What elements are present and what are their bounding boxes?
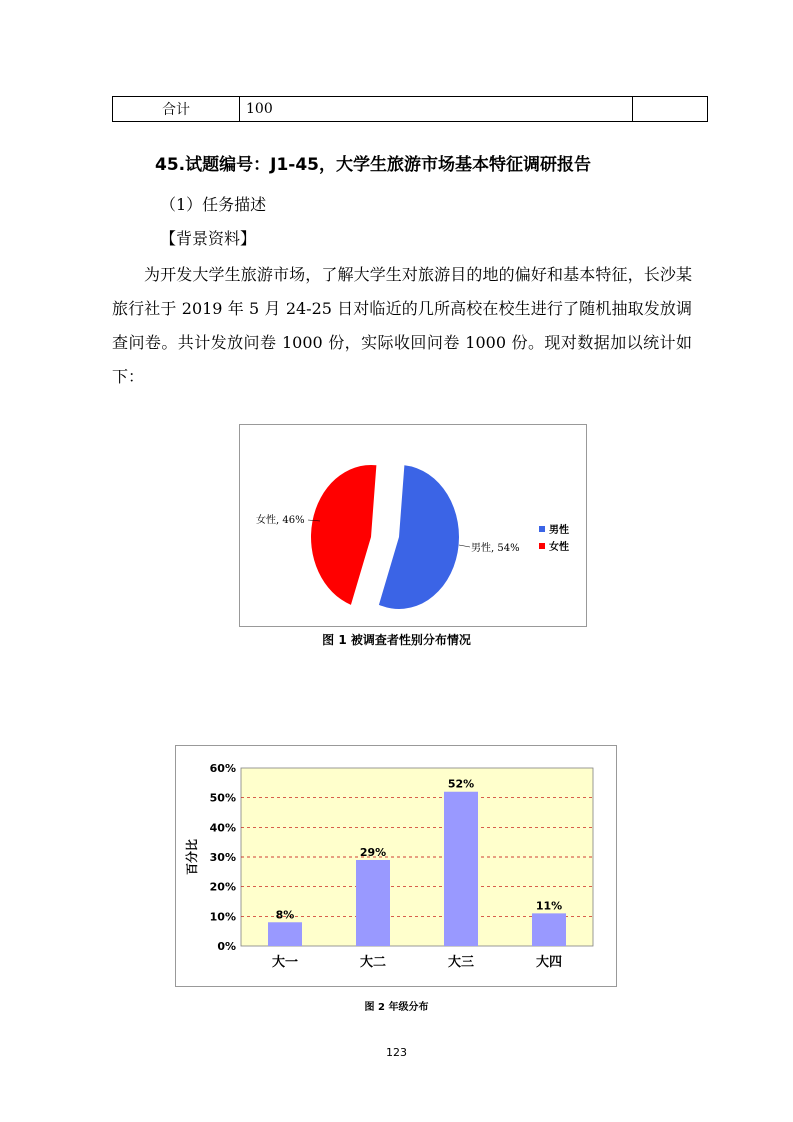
legend-label-female: 女性: [549, 542, 569, 553]
x-tick-label: 大二: [359, 955, 387, 970]
legend-label-male: 男性: [549, 525, 569, 536]
bar-大三: [444, 792, 478, 946]
y-tick-label: 50%: [209, 791, 236, 805]
task-description-label: （1）任务描述: [160, 195, 267, 214]
table-cell-value: 100: [240, 97, 633, 122]
bar-data-label: 29%: [359, 845, 387, 859]
table-row: [113, 97, 708, 122]
bar-data-label: 11%: [535, 899, 563, 913]
bar-大四: [532, 913, 566, 946]
legend-swatch-female: [539, 543, 545, 549]
bar-svg: [176, 746, 616, 986]
y-tick-label: 30%: [209, 851, 236, 864]
bar-大二: [356, 860, 390, 946]
section-heading: 45.试题编号：J1-45，大学生旅游市场基本特征调研报告: [155, 155, 591, 175]
y-axis-ticks: [210, 762, 236, 953]
summary-table: [112, 96, 708, 122]
pie-label-male: 男性, 54%: [471, 543, 520, 554]
page-number: 123: [386, 1046, 407, 1059]
background-paragraph: 为开发大学生旅游市场，了解大学生对旅游目的地的偏好和基本特征，长沙某旅行社于 2019 年 5 月 24-25 日对临近的几所高校在校生进行了随机抽取发放调查问卷。共计发放问卷 1000 份，实际收回问卷 1000 份。现对数据加以统计如下：: [112, 265, 692, 386]
x-tick-label: 大一: [271, 955, 299, 970]
y-tick-label: 40%: [209, 821, 236, 835]
chart1-caption: 图 1 被调查者性别分布情况: [322, 633, 471, 647]
background-label: 【背景资料】: [160, 229, 257, 248]
x-tick-label: 大四: [535, 955, 563, 970]
y-tick-label: 0%: [217, 940, 236, 953]
pie-slice-female: [311, 465, 376, 605]
gender-pie-chart: [239, 424, 587, 627]
bar-data-label: 8%: [275, 908, 295, 922]
table-cell-empty: [633, 97, 708, 122]
pie-slice-male: [379, 465, 459, 609]
bar-data-label: 52%: [447, 777, 475, 791]
pie-svg: [240, 425, 586, 626]
leader-line-male: [459, 545, 470, 547]
x-tick-label: 大三: [447, 955, 475, 970]
x-axis-labels: [272, 954, 562, 970]
y-axis-title: 百分比: [185, 838, 199, 876]
legend-swatch-male: [539, 526, 545, 532]
y-tick-label: 60%: [209, 762, 236, 775]
pie-label-female: 女性, 46%: [256, 515, 305, 526]
grade-bar-chart: [175, 745, 617, 987]
table-cell-label: 合计: [113, 97, 240, 122]
y-tick-label: 20%: [209, 880, 236, 894]
bar-大一: [268, 922, 302, 946]
chart2-caption: 图 2 年级分布: [364, 1002, 429, 1013]
y-tick-label: 10%: [209, 910, 236, 924]
